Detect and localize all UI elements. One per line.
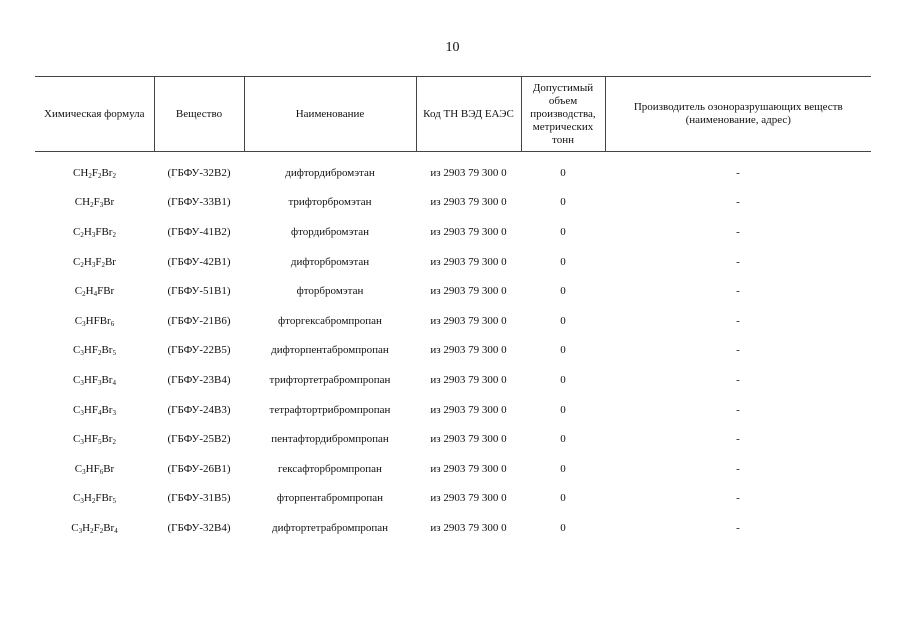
tnved-code: из 2903 79 300 0 — [430, 166, 507, 179]
table-row — [35, 247, 871, 277]
allowed-volume: 0 — [560, 196, 566, 209]
producer-info: - — [736, 373, 740, 386]
allowed-volume: 0 — [560, 373, 566, 386]
formula-subscript: 4 — [93, 290, 98, 299]
tnved-code: из 2903 79 300 0 — [430, 196, 507, 209]
formula-element: F — [95, 492, 102, 505]
table-row — [35, 306, 871, 336]
formula-element: H — [85, 285, 94, 298]
formula-element: C — [73, 492, 81, 505]
formula-element: F — [91, 344, 98, 357]
tnved-code: из 2903 79 300 0 — [430, 285, 507, 298]
tnved-code: из 2903 79 300 0 — [430, 314, 507, 327]
formula-subscript: 3 — [91, 260, 96, 269]
formula-element: C — [74, 462, 83, 475]
formula-subscript: 3 — [80, 378, 84, 387]
tnved-code: из 2903 79 300 0 — [430, 255, 507, 268]
formula-element: Br — [103, 285, 115, 298]
formula-element: Br — [103, 196, 115, 209]
formula-element: F — [93, 196, 100, 209]
substance-code: (ГБФУ-51В1) — [167, 285, 231, 298]
chemical-formula — [35, 365, 154, 395]
formula-element: H — [83, 373, 92, 386]
formula-element: C — [73, 373, 81, 386]
table-row — [35, 513, 871, 543]
table-row — [35, 336, 871, 366]
formula-subscript: 2 — [90, 201, 94, 210]
table-row — [35, 188, 871, 218]
substance-code: (ГБФУ-32В2) — [167, 166, 231, 179]
formula-element: Br — [99, 314, 111, 327]
chemical-formula — [35, 152, 154, 188]
formula-element: F — [93, 314, 100, 327]
formula-subscript: 5 — [97, 438, 102, 447]
formula-element: Br — [101, 344, 113, 357]
page-number: 10 — [445, 40, 460, 55]
allowed-volume: 0 — [560, 314, 566, 327]
formula-subscript: 3 — [80, 408, 84, 417]
producer-info: - — [736, 521, 740, 534]
formula-subscript: 3 — [80, 438, 84, 447]
table-row — [35, 395, 871, 425]
formula-element: C — [73, 403, 81, 416]
formula-subscript: 2 — [112, 230, 116, 239]
formula-element: H — [83, 403, 92, 416]
substance-name: фтордибромэтан — [290, 225, 370, 238]
formula-element: H — [85, 462, 94, 475]
formula-subscript: 6 — [99, 467, 104, 476]
chemical-formula — [35, 217, 154, 247]
formula-element: H — [82, 196, 91, 209]
formula-element: F — [97, 285, 104, 298]
substance-name: гексафторбромпропан — [278, 462, 382, 475]
table-row — [35, 217, 871, 247]
formula-element: H — [85, 314, 94, 327]
chemical-formula — [35, 513, 154, 543]
tnved-code: из 2903 79 300 0 — [430, 225, 507, 238]
allowed-volume: 0 — [560, 433, 566, 446]
header-name: Наименование — [244, 77, 416, 152]
formula-subscript: 5 — [112, 349, 116, 358]
formula-subscript: 2 — [82, 290, 86, 299]
substance-name: трифторбромэтан — [288, 196, 372, 209]
formula-element: H — [83, 225, 92, 238]
allowed-volume: 0 — [560, 285, 566, 298]
formula-element: C — [74, 196, 83, 209]
allowed-volume: 0 — [560, 462, 566, 475]
formula-subscript: 2 — [112, 438, 116, 447]
tnved-code: из 2903 79 300 0 — [430, 492, 507, 505]
formula-element: C — [73, 166, 81, 179]
producer-info: - — [736, 285, 740, 298]
formula-element: Br — [101, 433, 113, 446]
tnved-code: из 2903 79 300 0 — [430, 521, 507, 534]
formula-subscript: 4 — [112, 378, 116, 387]
formula-subscript: 3 — [80, 497, 84, 506]
allowed-volume: 0 — [560, 166, 566, 179]
substance-code: (ГБФУ-26В1) — [167, 462, 231, 475]
table-row — [35, 424, 871, 454]
table-row — [35, 276, 871, 306]
substance-name: дифторпентабромпропан — [271, 344, 389, 357]
formula-element: Br — [101, 373, 113, 386]
table-row — [35, 152, 871, 188]
producer-info: - — [736, 344, 740, 357]
allowed-volume: 0 — [560, 492, 566, 505]
substance-name: пентафтордибромпропан — [271, 433, 389, 446]
formula-subscript: 2 — [101, 260, 105, 269]
substance-name: трифтортетрабромпропан — [269, 373, 391, 386]
formula-element: Br — [101, 225, 113, 238]
table-body — [35, 152, 871, 543]
substance-code: (ГБФУ-31В5) — [167, 492, 231, 505]
chemical-formula — [35, 188, 154, 218]
formula-element: C — [74, 285, 83, 298]
formula-element: C — [74, 314, 83, 327]
formula-subscript: 2 — [112, 171, 116, 180]
formula-subscript: 3 — [82, 467, 86, 476]
formula-element: Br — [101, 403, 113, 416]
producer-info: - — [736, 492, 740, 505]
formula-element: H — [83, 492, 92, 505]
chemical-formula — [35, 484, 154, 514]
chemical-formula — [35, 336, 154, 366]
formula-element: F — [91, 373, 98, 386]
allowed-volume: 0 — [560, 403, 566, 416]
formula-element: Br — [101, 166, 113, 179]
formula-subscript: 2 — [80, 260, 84, 269]
formula-element: C — [73, 225, 81, 238]
chemical-formula — [35, 424, 154, 454]
formula-subscript: 3 — [78, 526, 83, 535]
formula-subscript: 2 — [97, 349, 102, 358]
formula-element: F — [91, 433, 98, 446]
formula-element: C — [73, 344, 81, 357]
producer-info: - — [736, 462, 740, 475]
formula-element: C — [71, 521, 79, 534]
substance-code: (ГБФУ-33В1) — [167, 196, 231, 209]
formula-element: Br — [104, 255, 116, 268]
substance-code: (ГБФУ-41В2) — [167, 225, 231, 238]
producer-info: - — [736, 433, 740, 446]
formula-subscript: 4 — [114, 526, 118, 535]
table-row — [35, 365, 871, 395]
formula-element: H — [80, 166, 89, 179]
table-header-row — [35, 77, 871, 152]
formula-element: F — [95, 255, 102, 268]
formula-subscript: 3 — [80, 349, 84, 358]
formula-element: C — [73, 255, 81, 268]
tnved-code: из 2903 79 300 0 — [430, 433, 507, 446]
substance-code: (ГБФУ-21В6) — [167, 314, 231, 327]
formula-subscript: 2 — [80, 230, 84, 239]
substance-name: фторбромэтан — [296, 285, 364, 298]
allowed-volume: 0 — [560, 225, 566, 238]
formula-subscript: 6 — [110, 319, 115, 328]
producer-info: - — [736, 403, 740, 416]
formula-element: F — [91, 166, 98, 179]
substance-code: (ГБФУ-32В4) — [167, 521, 231, 534]
producer-info: - — [736, 314, 740, 327]
chemical-formula — [35, 454, 154, 484]
formula-subscript: 2 — [90, 526, 94, 535]
formula-element: H — [83, 255, 92, 268]
chemical-formula — [35, 276, 154, 306]
substance-name: фторгексабромпропан — [278, 314, 382, 327]
ozone-substances-table — [35, 76, 871, 543]
producer-info: - — [736, 196, 740, 209]
formula-element: F — [95, 225, 102, 238]
chemical-formula — [35, 306, 154, 336]
formula-element: F — [91, 403, 98, 416]
tnved-code: из 2903 79 300 0 — [430, 462, 507, 475]
formula-element: H — [83, 433, 92, 446]
header-volume: Допустимый объем производства, метрических тонн — [521, 77, 605, 152]
substance-code: (ГБФУ-25В2) — [167, 433, 231, 446]
formula-subscript: 2 — [97, 171, 102, 180]
header-formula: Химическая формула — [44, 107, 145, 120]
formula-subscript: 2 — [91, 497, 96, 506]
formula-element: F — [93, 521, 100, 534]
substance-name: тетрафтортрибромпропан — [269, 403, 391, 416]
producer-info: - — [736, 166, 740, 179]
formula-subscript: 3 — [99, 201, 104, 210]
chemical-formula — [35, 247, 154, 277]
formula-subscript: 3 — [82, 319, 86, 328]
substance-name: фторпентабромпропан — [276, 492, 384, 505]
formula-subscript: 5 — [112, 497, 116, 506]
formula-element: C — [73, 433, 81, 446]
tnved-code: из 2903 79 300 0 — [430, 344, 507, 357]
formula-subscript: 3 — [112, 408, 116, 417]
formula-subscript: 4 — [97, 408, 102, 417]
substance-code: (ГБФУ-42В1) — [167, 255, 231, 268]
header-producer: Производитель озоноразрушающих веществ (наименование, адрес) — [605, 77, 871, 152]
table-row — [35, 454, 871, 484]
formula-subscript: 3 — [97, 378, 102, 387]
header-substance: Вещество — [154, 77, 244, 152]
tnved-code: из 2903 79 300 0 — [430, 373, 507, 386]
header-code: Код ТН ВЭД ЕАЭС — [416, 77, 521, 152]
substance-code: (ГБФУ-22В5) — [167, 344, 231, 357]
formula-element: F — [93, 462, 100, 475]
formula-element: H — [82, 521, 91, 534]
formula-element: H — [83, 344, 92, 357]
producer-info: - — [736, 255, 740, 268]
formula-element: Br — [103, 462, 115, 475]
chemical-formula — [35, 395, 154, 425]
substance-name: дифтортетрабромпропан — [271, 521, 389, 534]
substance-code: (ГБФУ-23В4) — [167, 373, 231, 386]
producer-info: - — [736, 225, 740, 238]
allowed-volume: 0 — [560, 344, 566, 357]
substance-code: (ГБФУ-24В3) — [167, 403, 231, 416]
formula-subscript: 2 — [99, 526, 104, 535]
formula-element: Br — [103, 521, 115, 534]
substance-name: дифторбромэтан — [290, 255, 370, 268]
table-row — [35, 484, 871, 514]
allowed-volume: 0 — [560, 521, 566, 534]
allowed-volume: 0 — [560, 255, 566, 268]
formula-element: Br — [101, 492, 113, 505]
formula-subscript: 3 — [91, 230, 96, 239]
tnved-code: из 2903 79 300 0 — [430, 403, 507, 416]
formula-subscript: 2 — [88, 171, 92, 180]
substance-name: дифтордибромэтан — [285, 166, 375, 179]
